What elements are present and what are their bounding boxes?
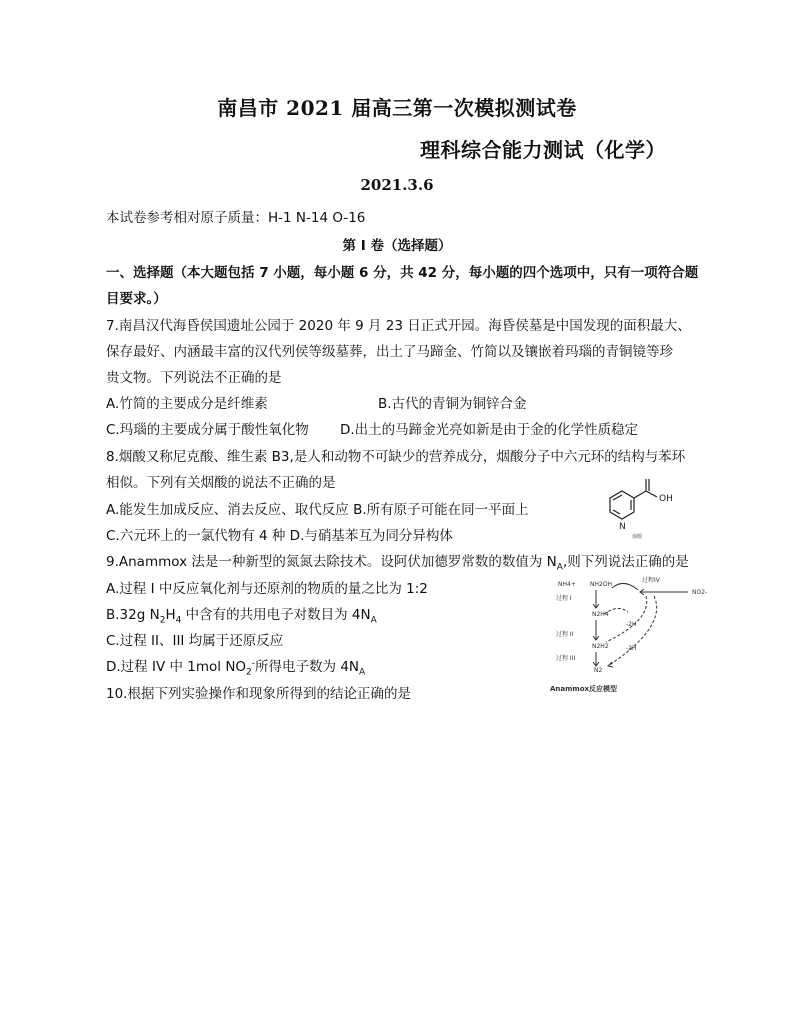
q8-options-cd: C.六元环上的一氯代物有 4 种 D.与硝基苯互为同分异构体 xyxy=(106,528,453,544)
process-3-label: 过程 III xyxy=(556,655,576,662)
section-instruction-line2: 目要求。） xyxy=(106,291,167,307)
process-2-label: 过程 II xyxy=(556,631,574,638)
exam-date: 2021.3.6 xyxy=(360,176,434,194)
minus-2h-label-a: -2H xyxy=(626,621,637,628)
exam-subtitle: 理科综合能力测试（化学） xyxy=(420,138,666,162)
q8-options-ab: A.能发生加成反应、消去反应、取代反应 B.所有原子可能在同一平面上 xyxy=(106,502,529,518)
hydrazine-label: N2H4 xyxy=(592,611,609,618)
q9-option-b: B.32g $N_2H_4$ 中含有的共用电子对数目为 $4N_A$ xyxy=(106,607,377,626)
section-title: 第 I 卷（选择题） xyxy=(342,238,452,254)
hydroxylamine-label: NH2OH xyxy=(590,581,613,588)
q7-option-a: A.竹简的主要成分是纤维素 xyxy=(106,396,268,412)
section-instruction-line1: 一、选择题（本大题包括 7 小题，每小题 6 分，共 42 分，每小题的四个选项中，只有一项符合题 xyxy=(106,265,699,281)
q10-stem: 10.根据下列实验操作和现象所得到的结论正确的是 xyxy=(106,686,411,702)
process-1-label: 过程 I xyxy=(556,595,572,602)
q7-stem-line2: 保存最好、内涵最丰富的汉代列侯等级墓葬，出土了马蹄金、竹简以及镶嵌着玛瑙的青铜镜等珍 xyxy=(106,344,673,360)
anammox-reaction-diagram xyxy=(546,574,708,694)
q7-option-d: D.出土的马蹄金光亮如新是由于金的化学性质稳定 xyxy=(340,422,639,438)
exam-title: 南昌市 2021 届高三第一次模拟测试卷 xyxy=(217,96,577,120)
q9-option-c: C.过程 II、III 均属于还原反应 xyxy=(106,633,284,649)
q8-stem-line1: 8.烟酸又称尼克酸、维生素 B3,是人和动物不可缺少的营养成分，烟酸分子中六元环的结构与苯环 xyxy=(106,449,686,465)
hydroxyl-label: OH xyxy=(659,494,673,504)
process-4-label: 过程IV xyxy=(642,577,660,584)
q7-option-b: B.古代的青铜为铜锌合金 xyxy=(378,396,527,412)
nicotinic-acid-structure xyxy=(592,476,702,540)
q8-stem-line2: 相似。下列有关烟酸的说法不正确的是 xyxy=(106,475,336,491)
nicotinic-acid-caption: 烟酸 xyxy=(632,534,643,540)
q9-stem: 9.Anammox 法是一种新型的氮氮去除技术。设阿伏加德罗常数的数值为 $N_A$,则下列说法正确的是 xyxy=(106,554,689,573)
q9-option-a: A.过程 I 中反应氧化剂与还原剂的物质的量之比为 1:2 xyxy=(106,581,428,597)
minus-2h-label-b: -2H xyxy=(626,645,637,652)
nitrogen-atom-label: N xyxy=(619,522,626,532)
atomic-mass-note: 本试卷参考相对原子质量：H-1 N-14 O-16 xyxy=(106,210,366,226)
q9-option-d: D.过程 IV 中 1mol $NO_2^-$所得电子数为 $4N_A$ xyxy=(106,658,366,678)
ammonium-label: NH4+ xyxy=(558,581,576,588)
q7-stem-line1: 7.南昌汉代海昏侯国遗址公园于 2020 年 9 月 23 日正式开园。海昏侯墓是中国发现的面积最大、 xyxy=(106,318,691,334)
anammox-caption: Anammox反应模型 xyxy=(550,685,618,693)
q7-option-c: C.玛瑙的主要成分属于酸性氧化物 xyxy=(106,422,309,438)
diazene-label: N2H2 xyxy=(592,643,609,650)
nitrite-label: NO2- xyxy=(692,589,708,596)
q7-stem-line3: 贵文物。下列说法不正确的是 xyxy=(106,370,282,386)
nitrogen-gas-label: N2 xyxy=(594,667,603,674)
